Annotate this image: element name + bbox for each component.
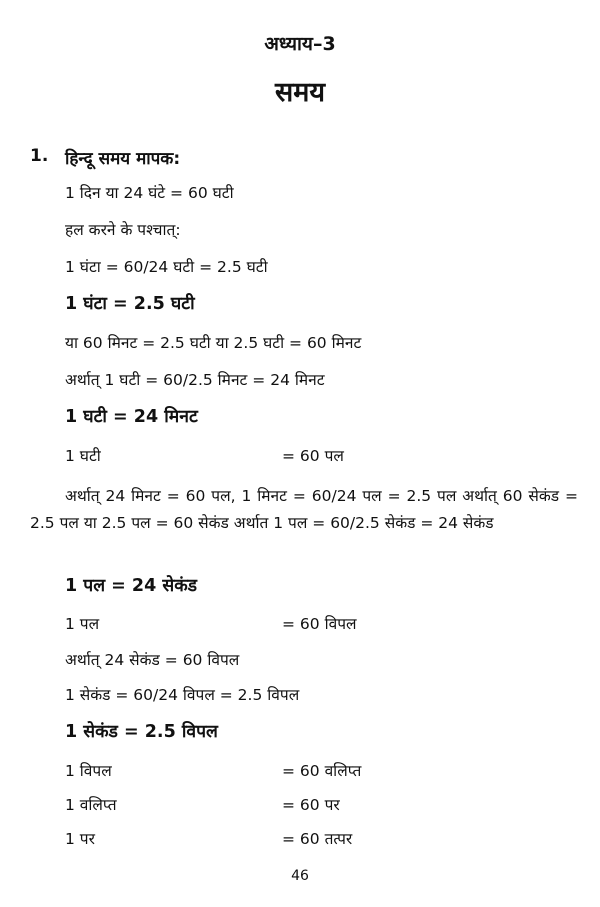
equation-right: = 60 वलिप्त [282, 762, 362, 780]
page-number: 46 [291, 868, 309, 884]
equation-right: = 60 तत्पर [282, 830, 353, 848]
text-line: अर्थात् 24 सेकंड = 60 विपल [65, 651, 240, 669]
text-line: या 60 मिनट = 2.5 घटी या 2.5 घटी = 60 मिनट [65, 334, 362, 352]
bold-equation: 1 सेकंड = 2.5 विपल [65, 722, 218, 742]
equation-row [65, 760, 112, 782]
equation-row [65, 613, 99, 635]
equation-row [65, 794, 117, 816]
equation-left: 1 पर [65, 830, 95, 848]
equation-row [65, 445, 101, 467]
equation-left: 1 पल [65, 615, 100, 633]
bold-equation: 1 घंटा = 2.5 घटी [65, 294, 195, 314]
text-line: हल करने के पश्चात्: [65, 221, 181, 239]
text-line: 1 सेकंड = 60/24 विपल = 2.5 विपल [65, 686, 300, 704]
text-line: अर्थात् 1 घटी = 60/2.5 मिनट = 24 मिनट [65, 371, 325, 389]
equation-left: 1 वलिप्त [65, 796, 117, 814]
equation-left: 1 घटी [65, 447, 101, 465]
text-line: 1 घंटा = 60/24 घटी = 2.5 घटी [65, 258, 268, 276]
equation-right: = 60 विपल [282, 615, 357, 633]
chapter-label: अध्याय–3 [264, 33, 336, 55]
section-number: 1. [30, 146, 49, 166]
equation-left: 1 विपल [65, 762, 112, 780]
text-line: 1 दिन या 24 घंटे = 60 घटी [65, 184, 234, 202]
equation-right: = 60 पर [282, 796, 340, 814]
paragraph: अर्थात् 24 मिनट = 60 पल, 1 मिनट = 60/24 पल = 2.5 पल अर्थात् 60 सेकंड = 2.5 पल या 2.5 पल = 60 सेकंड अर्थात 1 पल = 60/2.5 सेकंड = 24 सेकंड [30, 487, 578, 532]
bold-equation: 1 पल = 24 सेकंड [65, 576, 197, 596]
bold-equation: 1 घटी = 24 मिनट [65, 407, 198, 427]
page-title: समय [274, 77, 326, 108]
equation-row [65, 828, 95, 850]
section-heading: हिन्दू समय मापक: [65, 149, 181, 169]
equation-right: = 60 पल [282, 447, 344, 465]
